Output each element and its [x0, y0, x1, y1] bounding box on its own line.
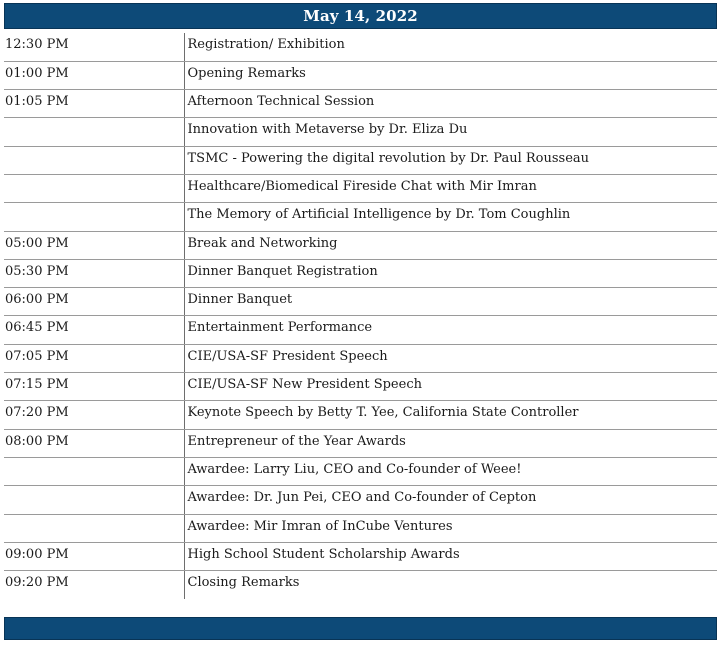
schedule-event: CIE/USA-SF New President Speech [184, 373, 717, 401]
schedule-table [4, 33, 717, 599]
schedule-body [4, 33, 717, 599]
schedule-row [4, 259, 717, 287]
schedule-time: 08:00 PM [4, 429, 184, 457]
schedule-event: Awardee: Dr. Jun Pei, CEO and Co-founder of Cepton [184, 486, 717, 514]
schedule-event: Dinner Banquet Registration [184, 259, 717, 287]
schedule-row [4, 118, 717, 146]
schedule-row [4, 429, 717, 457]
schedule-time: 07:15 PM [4, 373, 184, 401]
schedule-event: Entrepreneur of the Year Awards [184, 429, 717, 457]
schedule-row [4, 373, 717, 401]
schedule-row [4, 33, 717, 61]
schedule-event: Break and Networking [184, 231, 717, 259]
schedule-time: 07:05 PM [4, 344, 184, 372]
footer-bar [4, 617, 717, 640]
schedule-event: Entertainment Performance [184, 316, 717, 344]
date-title: May 14, 2022 [303, 7, 418, 25]
schedule-event: Keynote Speech by Betty T. Yee, California State Controller [184, 401, 717, 429]
schedule-event: The Memory of Artificial Intelligence by Dr. Tom Coughlin [184, 203, 717, 231]
schedule-row [4, 90, 717, 118]
schedule-time [4, 174, 184, 202]
schedule-time: 01:00 PM [4, 61, 184, 89]
schedule-row [4, 288, 717, 316]
schedule-time: 09:00 PM [4, 542, 184, 570]
schedule-row [4, 203, 717, 231]
schedule-time: 01:05 PM [4, 90, 184, 118]
schedule-time: 06:45 PM [4, 316, 184, 344]
schedule-event: High School Student Scholarship Awards [184, 542, 717, 570]
schedule-row [4, 61, 717, 89]
schedule-row [4, 231, 717, 259]
schedule-event: Dinner Banquet [184, 288, 717, 316]
schedule-event: CIE/USA-SF President Speech [184, 344, 717, 372]
schedule-row [4, 401, 717, 429]
schedule-time: 07:20 PM [4, 401, 184, 429]
schedule-row [4, 571, 717, 599]
schedule-time [4, 146, 184, 174]
schedule-time: 05:00 PM [4, 231, 184, 259]
schedule-event: Innovation with Metaverse by Dr. Eliza Du [184, 118, 717, 146]
schedule-time: 09:20 PM [4, 571, 184, 599]
schedule-time [4, 486, 184, 514]
schedule-event: TSMC - Powering the digital revolution by Dr. Paul Rousseau [184, 146, 717, 174]
schedule-row [4, 174, 717, 202]
schedule-time [4, 514, 184, 542]
schedule-event: Awardee: Larry Liu, CEO and Co-founder of Weee! [184, 457, 717, 485]
schedule-time: 06:00 PM [4, 288, 184, 316]
schedule-event: Healthcare/Biomedical Fireside Chat with Mir Imran [184, 174, 717, 202]
schedule-event: Afternoon Technical Session [184, 90, 717, 118]
schedule-event: Opening Remarks [184, 61, 717, 89]
schedule-row [4, 146, 717, 174]
schedule-event: Awardee: Mir Imran of InCube Ventures [184, 514, 717, 542]
schedule-row [4, 486, 717, 514]
schedule-row [4, 344, 717, 372]
schedule-time: 05:30 PM [4, 259, 184, 287]
schedule-row [4, 542, 717, 570]
schedule-time: 12:30 PM [4, 33, 184, 61]
schedule-row [4, 514, 717, 542]
date-header [4, 3, 717, 29]
schedule-time [4, 118, 184, 146]
schedule-event: Registration/ Exhibition [184, 33, 717, 61]
schedule-time [4, 457, 184, 485]
schedule-event: Closing Remarks [187, 575, 300, 591]
schedule-row [4, 457, 717, 485]
schedule-time [4, 203, 184, 231]
schedule-row [4, 316, 717, 344]
